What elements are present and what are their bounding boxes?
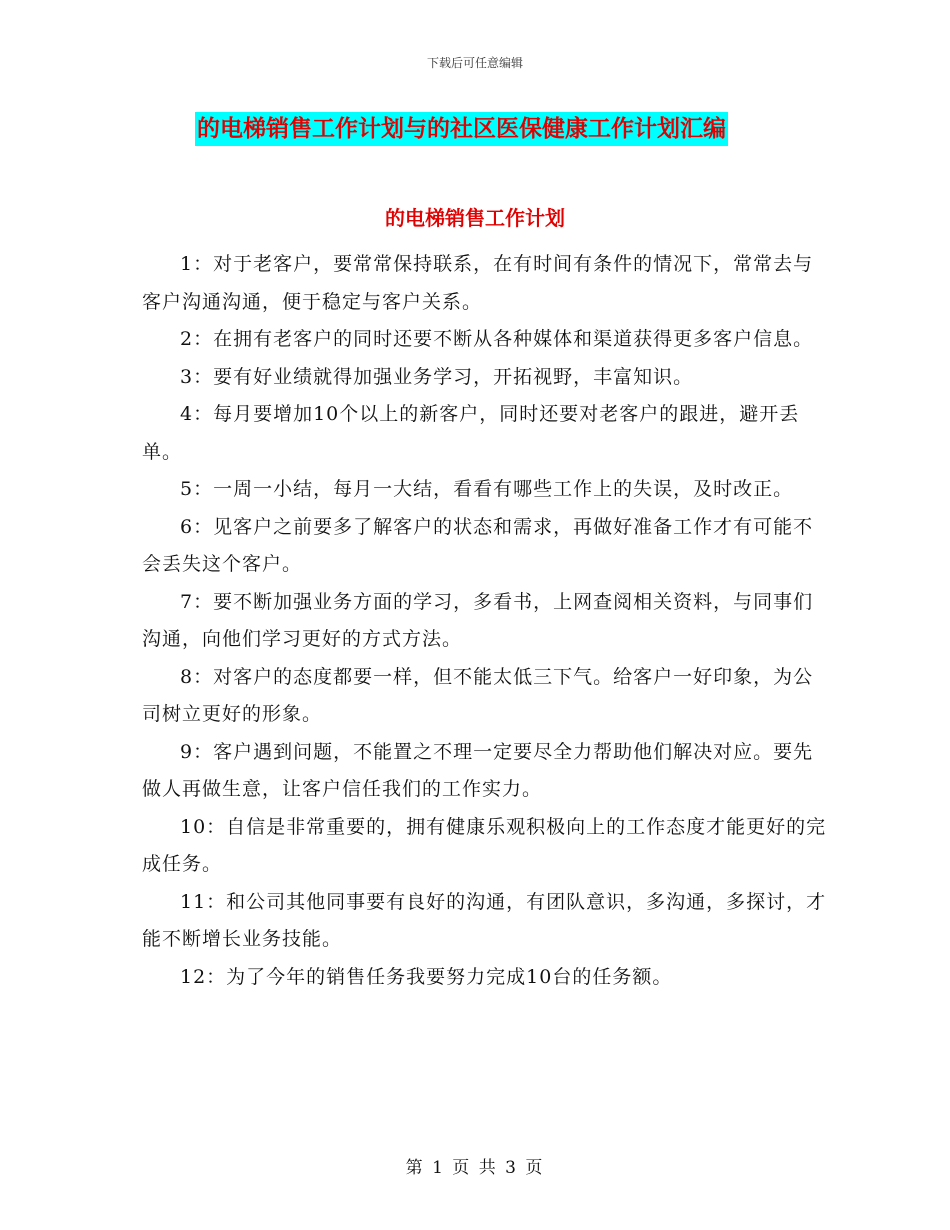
header-note: 下载后可任意编辑 (426, 56, 523, 70)
section-title: 的电梯销售工作计划 (385, 206, 565, 230)
plan-item: 6：见客户之前要多了解客户的状态和需求，再做好准备工作才有可能不会丢失这个客户。 (142, 515, 814, 575)
plan-item: 11：和公司其他同事要有良好的沟通，有团队意识，多沟通，多探讨，才能不断增长业务技能。 (142, 890, 827, 950)
plan-item: 1：对于老客户，要常常保持联系，在有时间有条件的情况下，常常去与客户沟通沟通，便于稳定与客户关系。 (142, 253, 814, 313)
plan-item: 9：客户遇到问题，不能置之不理一定要尽全力帮助他们解决对应。要先做人再做生意，让客户信任我们的工作实力。 (142, 740, 814, 800)
plan-item: 12：为了今年的销售任务我要努力完成10台的任务额。 (180, 965, 673, 988)
plan-item: 4：每月要增加10个以上的新客户，同时还要对老客户的跟进，避开丢单。 (142, 403, 800, 463)
document-title: 的电梯销售工作计划与的社区医保健康工作计划汇编 (195, 112, 728, 146)
page-indicator: 第 1 页 共 3 页 (405, 1158, 545, 1178)
plan-item: 5：一周一小结，每月一大结，看看有哪些工作上的失误，及时改正。 (180, 478, 794, 500)
plan-item: 10：自信是非常重要的，拥有健康乐观积极向上的工作态度才能更好的完成任务。 (142, 815, 827, 875)
plan-item: 3：要有好业绩就得加强业务学习，开拓视野，丰富知识。 (180, 365, 694, 388)
plan-item: 7：要不断加强业务方面的学习，多看书，上网查阅相关资料，与同事们沟通，向他们学习更好的方式方法。 (142, 590, 814, 650)
plan-item: 2：在拥有老客户的同时还要不断从各种媒体和渠道获得更多客户信息。 (180, 328, 814, 350)
plan-item: 8：对客户的态度都要一样，但不能太低三下气。给客户一好印象，为公司树立更好的形象。 (142, 665, 814, 725)
plan-item-list (142, 246, 832, 996)
